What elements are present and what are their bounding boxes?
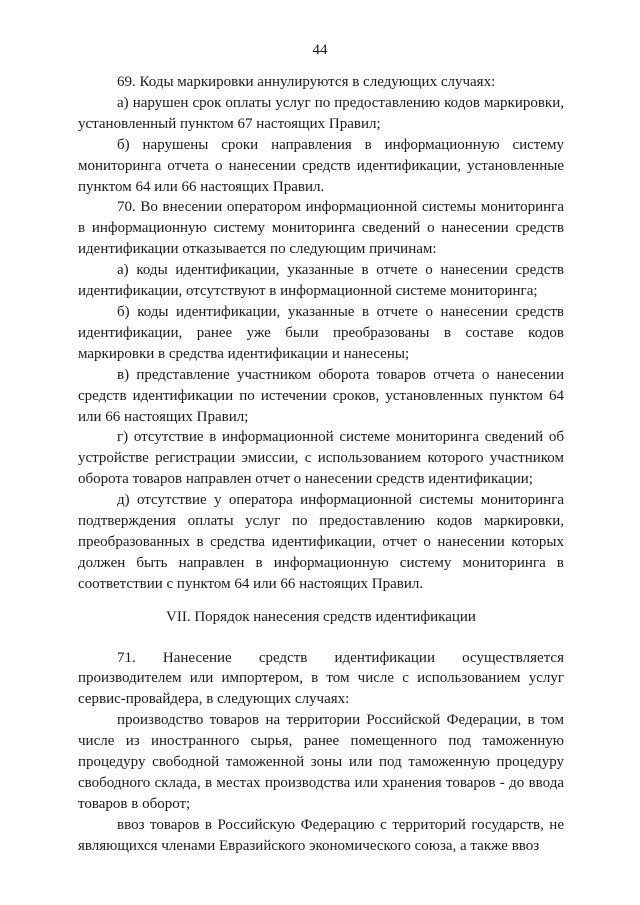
paragraph: 69. Коды маркировки аннулируются в следующих случаях: [117,74,496,90]
paragraph: а) нарушен срок оплаты услуг по предоставлению кодов маркировки, установленный пунктом 67 настоящих Правил; [78,94,564,132]
paragraph: производство товаров на территории Российской Федерации, в том числе из иностранного сырья, ранее помещенного под таможенную процедуру свободной таможенной зоны или под таможенную процедуру свободного склада, в местах производства или хранения товаров - до ввода товаров в оборот; [78,712,564,812]
paragraph: в) представление участником оборота товаров отчета о нанесении средств идентификации по истечении сроков, установленных пунктом 64 или 66 настоящих Правил; [78,366,564,425]
paragraph: ввоз товаров в Российскую Федерацию с территорий государств, не являющихся членами Евразийского экономического союза, а также ввоз [78,816,564,854]
section-heading: VII. Порядок нанесения средств идентификации [166,608,476,625]
paragraph: г) отсутствие в информационной системе мониторинга сведений об устройстве регистрации эмиссии, с использованием которого участником оборота товаров направлен отчет о нанесении средств идентификации; [78,429,564,488]
paragraph: б) коды идентификации, указанные в отчете о нанесении средств идентификации, ранее уже были преобразованы в составе кодов маркировки в средства идентификации и нанесены; [78,303,564,362]
page-number: 44 [312,42,328,58]
document-body [78,72,564,857]
paragraph: д) отсутствие у оператора информационной системы мониторинга подтверждения оплаты услуг по предоставлению кодов маркировки, преобразованных в средства идентификации, отчет о нанесении которых должен быть направлен в информационную систему мониторинга в соответствии с пунктом 64 или 66 настоящих Правил. [78,492,564,592]
paragraph: 70. Во внесении оператором информационной системы мониторинга в информационную систему мониторинга сведений о нанесении средств идентификации отказывается по следующим причинам: [78,199,564,258]
paragraph: а) коды идентификации, указанные в отчете о нанесении средств идентификации, отсутствуют в информационной системе мониторинга; [78,262,564,300]
paragraph: б) нарушены сроки направления в информационную систему мониторинга отчета о нанесении средств идентификации, установленные пунктом 64 или 66 настоящих Правил. [78,136,564,195]
paragraph: 71. Нанесение средств идентификации осуществляется производителем или импортером, в том числе с использованием услуг сервис-провайдера, в следующих случаях: [78,649,564,708]
